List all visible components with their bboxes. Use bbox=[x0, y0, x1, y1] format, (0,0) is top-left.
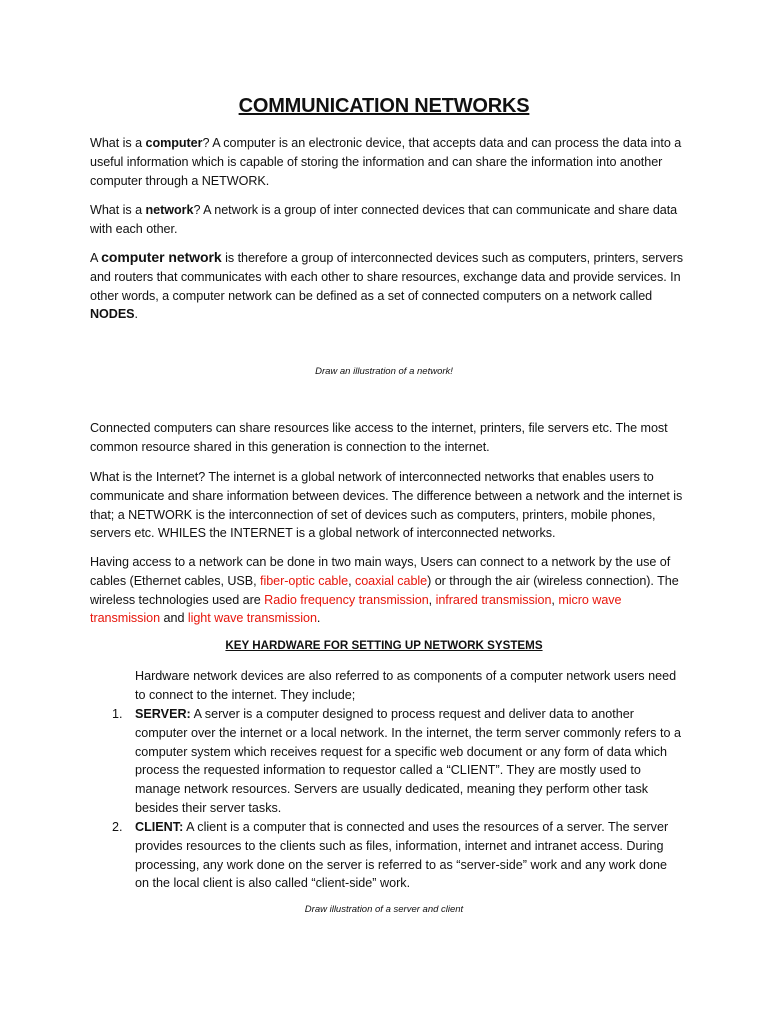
section-heading: KEY HARDWARE FOR SETTING UP NETWORK SYSTEMS bbox=[225, 639, 543, 652]
highlight-term: infrared transmission bbox=[435, 592, 552, 607]
paragraph-computer-network bbox=[90, 248, 684, 324]
list-item-client bbox=[90, 818, 684, 893]
text-run: , bbox=[428, 592, 436, 607]
caption-server-client-illustration: Draw illustration of a server and client bbox=[304, 904, 464, 915]
text-run: ? A network is a group of inter connected devices that can communicate and share data with each other. bbox=[90, 203, 678, 236]
list-item-text bbox=[135, 705, 684, 818]
bold-term: CLIENT: bbox=[135, 820, 184, 834]
text-run: ? A computer is an electronic device, that accepts data and can process the data into a useful information which is capable of storing the information and can share the information into another computer through a NETWORK. bbox=[90, 136, 682, 188]
bold-term: SERVER: bbox=[135, 707, 191, 721]
text-run: What is a bbox=[90, 203, 146, 217]
text-run: A client is a computer that is connected and uses the resources of a server. The server provides resources to the clients such as files, information, internet and intranet access. During processing, any work done on the server is referred to as “server-side” work and any work done on the local client is also called “client-side” work. bbox=[135, 820, 669, 891]
list-item-server bbox=[90, 705, 684, 818]
highlight-term: coaxial cable bbox=[354, 573, 428, 588]
text-run: , bbox=[348, 573, 355, 588]
paragraph-internet: What is the Internet? The internet is a global network of interconnected networks that enables users to communicate and share information between devices. The difference between a network and the internet is that; a NETWORK is the interconnection of set of devices such as computers, printers, mobile phones, servers etc. WHILES the INTERNET is a global network of interconnected networks. bbox=[90, 470, 683, 541]
text-run: . bbox=[316, 611, 321, 626]
text-run: , bbox=[551, 592, 559, 607]
bold-term: network bbox=[145, 203, 194, 217]
text-run: and bbox=[160, 611, 188, 626]
list-intro: Hardware network devices are also referred to as components of a computer network users need to connect to the internet. They include; bbox=[135, 669, 677, 702]
list-number: 2. bbox=[112, 820, 123, 834]
list-number: 1. bbox=[112, 707, 123, 721]
bold-term: computer bbox=[145, 136, 203, 150]
bold-term: NODES bbox=[90, 307, 135, 322]
text-run: ) or through the air (wireless connection). The wireless technologies used are bbox=[90, 573, 679, 607]
text-run: is therefore a group of interconnected devices such as computers, printers, servers and routers that communicates with each other to share resources, exchange data and provide services. In other words, a computer network can be defined as a set of connected computers on a network called bbox=[90, 251, 683, 303]
text-run: Having access to a network can be done in two main ways, Users can connect to a network by the use of cables (Ethernet cables, USB, bbox=[90, 555, 671, 588]
highlight-term: micro wave transmission bbox=[90, 592, 622, 626]
paragraph-shared-resources: Connected computers can share resources like access to the internet, printers, file servers etc. The most common resource shared in this generation is connection to the internet. bbox=[90, 421, 668, 454]
paragraph-network bbox=[90, 201, 684, 239]
text-run: . bbox=[134, 307, 138, 322]
highlight-term: light wave transmission bbox=[187, 611, 317, 626]
text-run: A bbox=[90, 251, 102, 265]
text-run: What is a bbox=[90, 136, 146, 150]
paragraph-computer bbox=[90, 134, 684, 190]
caption-network-illustration: Draw an illustration of a network! bbox=[315, 366, 453, 377]
paragraph-network-access bbox=[90, 553, 684, 628]
page-title: COMMUNICATION NETWORKS bbox=[238, 95, 530, 117]
bold-term: computer network bbox=[101, 249, 222, 265]
text-run: A server is a computer designed to process request and deliver data to another computer over the internet or a local network. In the internet, the term server commonly refers to a computer system which receives request for a specific web document or any form of data which process the requested information to requestor called a “CLIENT”. They are mostly used to manage network resources. Servers are usually dedicated, meaning they perform other task besides their server tasks. bbox=[135, 707, 681, 815]
list-item-text bbox=[135, 818, 684, 893]
highlight-term: fiber-optic cable bbox=[260, 573, 349, 588]
highlight-term: Radio frequency transmission bbox=[264, 592, 429, 607]
